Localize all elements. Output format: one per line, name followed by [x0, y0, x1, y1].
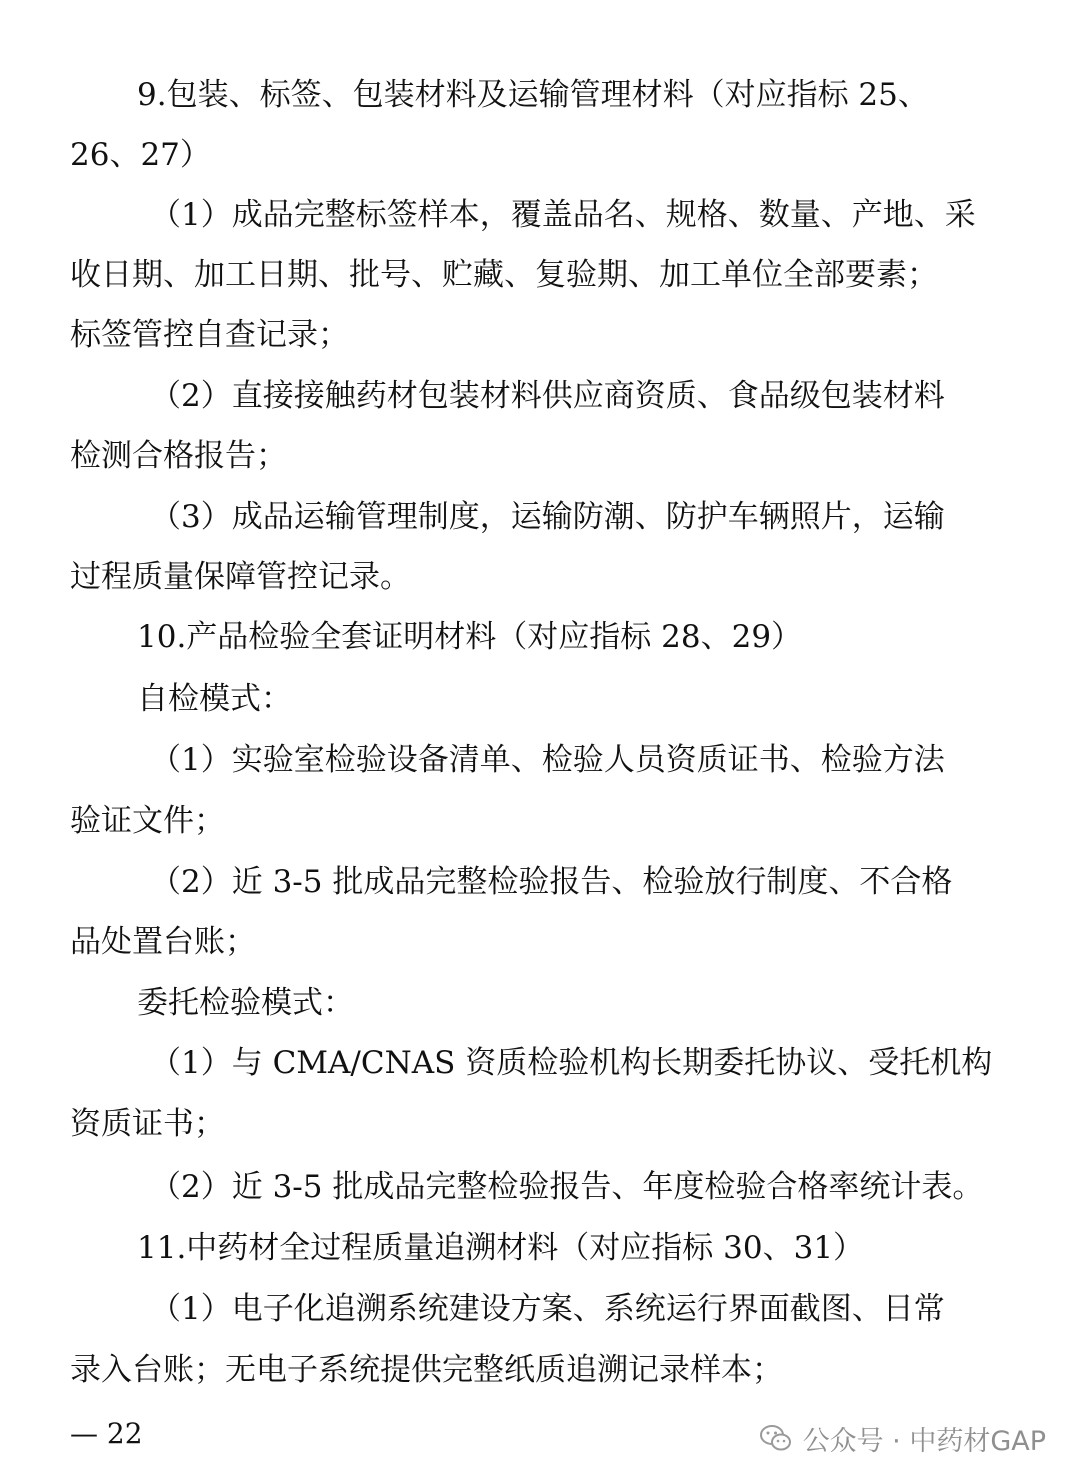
- text-content: （2）近 3-5 批成品完整检验报告、年度检验合格率统计表。: [150, 1169, 984, 1205]
- text-line: [0, 852, 1080, 912]
- text-content: 过程质量保障管控记录。: [70, 559, 411, 595]
- text-content: （3）成品运输管理制度，运输防潮、防护车辆照片，运输: [150, 499, 945, 535]
- text-line: [0, 426, 1080, 486]
- text-line: [0, 305, 1080, 365]
- text-content: 26、27）: [70, 137, 211, 173]
- text-line: [0, 1279, 1080, 1339]
- text-content: （1）电子化追溯系统建设方案、系统运行界面截图、日常: [150, 1291, 945, 1327]
- text-content: （2）近 3-5 批成品完整检验报告、检验放行制度、不合格: [150, 864, 953, 900]
- text-content: 收日期、加工日期、批号、贮藏、复验期、加工单位全部要素；: [70, 257, 938, 293]
- text-line: [0, 125, 1080, 185]
- text-line: [0, 245, 1080, 305]
- text-content: 自检模式：: [137, 681, 292, 717]
- text-content: 委托检验模式：: [137, 985, 354, 1021]
- text-line: [0, 669, 1080, 729]
- text-line: [0, 547, 1080, 607]
- text-line: [0, 1340, 1080, 1400]
- text-line: [0, 791, 1080, 851]
- text-line: [0, 1094, 1080, 1154]
- watermark-text: 公众号 · 中药材GAP: [802, 1425, 1046, 1457]
- text-line: [0, 607, 1080, 667]
- text-line: [0, 366, 1080, 426]
- text-line: [0, 1218, 1080, 1278]
- wechat-icon: [759, 1423, 793, 1453]
- text-content: （1）与 CMA/CNAS 资质检验机构长期委托协议、受托机构: [150, 1045, 993, 1081]
- text-content: 11.中药材全过程质量追溯材料（对应指标 30、31）: [137, 1230, 865, 1266]
- text-line: [0, 1033, 1080, 1093]
- text-line: [0, 1157, 1080, 1217]
- text-line: [0, 912, 1080, 972]
- text-content: （1）成品完整标签样本，覆盖品名、规格、数量、产地、采: [150, 197, 976, 233]
- text-content: 10.产品检验全套证明材料（对应指标 28、29）: [137, 619, 803, 655]
- text-content: 品处置台账；: [70, 924, 256, 960]
- text-content: 录入台账；无电子系统提供完整纸质追溯记录样本；: [70, 1352, 783, 1388]
- text-line: [0, 487, 1080, 547]
- text-line: [0, 185, 1080, 245]
- text-content: 检测合格报告；: [70, 438, 287, 474]
- text-content: 9.包装、标签、包装材料及运输管理材料（对应指标 25、: [137, 77, 929, 113]
- page-number: — 22: [70, 1417, 143, 1450]
- watermark: [759, 1416, 1046, 1460]
- text-content: （2）直接接触药材包装材料供应商资质、食品级包装材料: [150, 378, 945, 414]
- text-line: [0, 730, 1080, 790]
- text-line: [0, 65, 1080, 125]
- text-content: 标签管控自查记录；: [70, 317, 349, 353]
- text-content: （1）实验室检验设备清单、检验人员资质证书、检验方法: [150, 742, 945, 778]
- text-content: 资质证书；: [70, 1106, 225, 1142]
- text-line: [0, 973, 1080, 1033]
- text-content: 验证文件；: [70, 803, 225, 839]
